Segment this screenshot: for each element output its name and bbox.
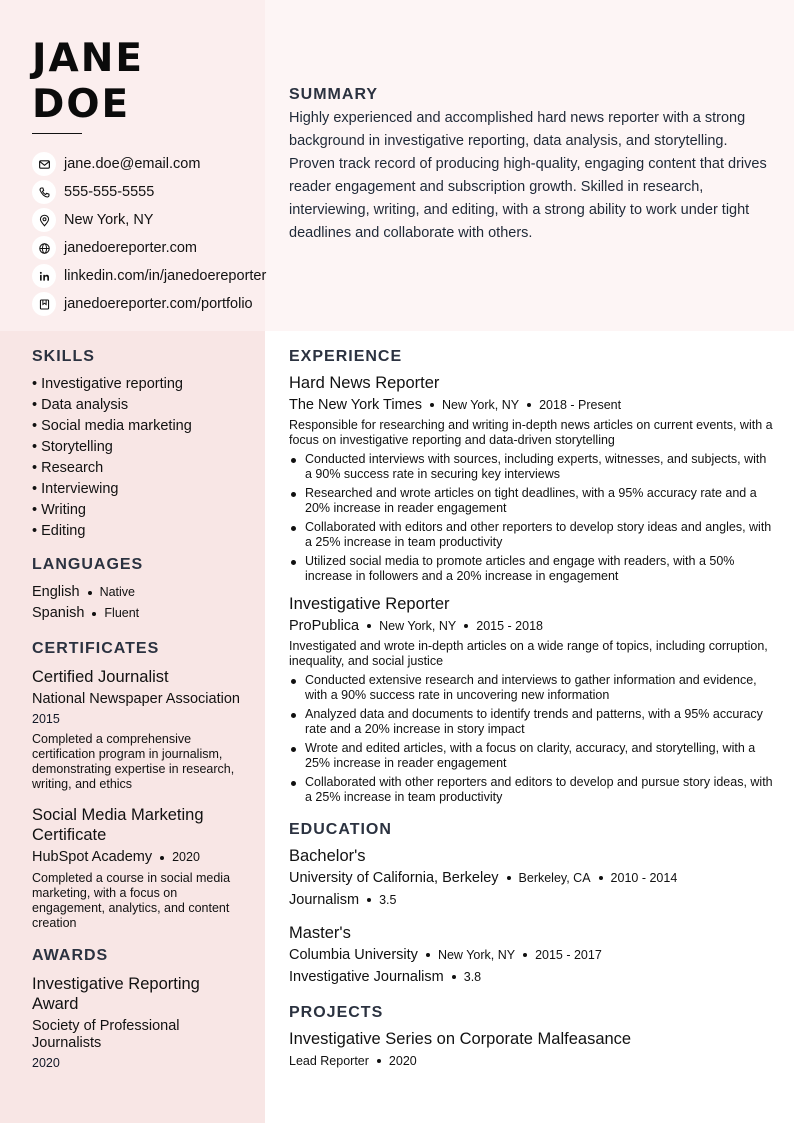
certificate-desc: Completed a comprehensive certification program in journalism, demonstrating expertise in research, writing, and ethics [32,732,235,791]
contact-portfolio[interactable] [32,290,266,318]
certificate-item [32,667,247,792]
job-bullet: Analyzed data and documents to identify trends and patterns, with a 95% accuracy rate and a 20% increase in story impact [289,707,774,737]
contact-list [32,150,266,318]
sidebar [32,348,247,1071]
language-item [32,603,247,624]
skill-item: • Writing [32,502,86,518]
award-name: Investigative Reporting Award [32,975,200,1013]
certificate-item [32,805,247,931]
job-description: Responsible for researching and writing in-depth news articles on current events, with a focus on investigative reporting and data-driven storytelling [289,418,773,447]
portfolio-icon [32,292,56,316]
summary-heading: SUMMARY [289,86,379,103]
education-item [289,845,774,911]
job-company: ProPublica [289,618,360,634]
language-level: Fluent [104,606,140,620]
linkedin-icon [32,264,56,288]
contact-email-text: jane.doe@email.com [64,156,201,172]
contact-website[interactable] [32,234,266,262]
award-issuer: Society of Professional Journalists [32,1018,180,1051]
certificate-year: 2015 [32,712,60,726]
school-location: New York, NY [437,948,516,962]
last-name: DOE [32,82,131,127]
languages-list [32,582,247,624]
field-of-study: Journalism [289,892,360,908]
job-dates: 2018 - Present [539,398,622,412]
separator-dot [92,612,96,616]
summary-section [289,86,774,245]
separator-dot [452,975,456,979]
contact-linkedin[interactable] [32,262,266,290]
mail-icon [32,152,56,176]
separator-dot [160,856,164,860]
job-meta [289,615,774,637]
separator-dot [377,1059,381,1063]
field-of-study: Investigative Journalism [289,969,444,985]
separator-dot [523,953,527,957]
education-heading: EDUCATION [289,821,392,838]
project-item [289,1028,774,1072]
main-content [289,348,774,1072]
job-bullet: Conducted interviews with sources, including experts, witnesses, and subjects, with a 90% success rate in securing key interviews [289,452,774,482]
job-bullets [289,673,774,805]
job-company: The New York Times [289,397,422,413]
separator-dot [88,591,92,595]
language-level: Native [99,585,135,599]
language-name: Spanish [32,605,85,621]
skill-item: • Interviewing [32,481,119,497]
job-title: Investigative Reporter [289,595,450,613]
job-item [289,593,774,805]
contact-portfolio-text: janedoereporter.com/portfolio [64,296,253,312]
phone-icon [32,180,56,204]
contact-email[interactable] [32,150,266,178]
awards-heading: AWARDS [32,947,109,964]
projects-heading: PROJECTS [289,1004,384,1021]
separator-dot [507,876,511,880]
project-meta [289,1050,774,1072]
job-bullet: Utilized social media to promote articles and engage with readers, with a 50% increase in followers and a 20% increase in engagement [289,554,774,584]
skills-list [32,374,247,542]
education-field-row [289,889,774,911]
separator-dot [527,403,531,407]
globe-icon [32,236,56,260]
contact-phone-text: 555-555-5555 [64,184,155,200]
job-bullet: Collaborated with other reporters and editors to develop and pursue story ideas, with a 25% increase in team productivity [289,775,774,805]
certificate-issuer: HubSpot Academy [32,849,153,865]
languages-heading: LANGUAGES [32,556,144,573]
job-dates: 2015 - 2018 [476,619,543,633]
skill-item: • Editing [32,523,86,539]
education-dates: 2015 - 2017 [535,948,602,962]
summary-text: Highly experienced and accomplished hard news reporter with a strong background in investigative reporting, data analysis, and storytelling. Proven track record of producing high-quality, engaging content that drives reader engagement and subscription growth. Skilled in research, interviewing, writing, and editing, with a strong ability to work under tight deadlines and collaborate with others. [289,110,767,241]
degree: Bachelor's [289,847,366,865]
certificate-name: Certified Journalist [32,668,169,686]
job-location: New York, NY [379,619,457,633]
skill-item: • Research [32,460,104,476]
project-year: 2020 [388,1054,417,1068]
job-title: Hard News Reporter [289,374,440,392]
separator-dot [426,953,430,957]
award-item [32,974,247,1071]
certificates-heading: CERTIFICATES [32,640,160,657]
skill-item: • Investigative reporting [32,376,183,392]
project-role: Lead Reporter [289,1054,369,1068]
job-location: New York, NY [441,398,520,412]
first-name: JANE [32,36,144,81]
contact-linkedin-text: linkedin.com/in/janedoereporter [64,268,267,284]
separator-dot [430,403,434,407]
contact-location [32,206,266,234]
contact-location-text: New York, NY [64,212,154,228]
education-dates: 2010 - 2014 [610,871,678,885]
education-field-row [289,966,774,988]
skill-item: • Storytelling [32,439,113,455]
gpa: 3.8 [463,970,482,984]
education-meta [289,944,774,966]
education-meta [289,867,774,889]
skills-heading: SKILLS [32,348,95,365]
job-description: Investigated and wrote in-depth articles on a wide range of topics, including corruption, inequality, and social justice [289,639,768,668]
job-bullets [289,452,774,584]
job-bullet: Researched and wrote articles on tight deadlines, with a 95% accuracy rate and a 20% increase in reader engagement [289,486,774,516]
gpa: 3.5 [379,893,397,907]
school: University of California, Berkeley [289,870,499,886]
job-bullet: Collaborated with editors and other reporters to develop story ideas and angles, with a 25% increase in team productivity [289,520,774,550]
name-divider [32,133,82,134]
certificate-name: Social Media Marketing Certificate [32,806,204,844]
skill-item: • Data analysis [32,397,129,413]
experience-heading: EXPERIENCE [289,348,403,365]
job-item [289,372,774,584]
education-item [289,922,774,988]
separator-dot [367,624,371,628]
certificate-meta [32,847,247,868]
degree: Master's [289,924,351,942]
location-pin-icon [32,208,56,232]
contact-website-text: janedoereporter.com [64,240,197,256]
separator-dot [464,624,468,628]
language-item [32,582,247,603]
job-meta [289,394,774,416]
school: Columbia University [289,947,418,963]
separator-dot [599,876,603,880]
skill-item: • Social media marketing [32,418,192,434]
certificate-desc: Completed a course in social media marketing, with a focus on engagement, analytics, and content creation [32,871,231,930]
job-bullet: Wrote and edited articles, with a focus on clarity, accuracy, and storytelling, with a 25% increase in reader engagement [289,741,774,771]
separator-dot [367,898,371,902]
award-year: 2020 [32,1056,60,1070]
candidate-name [32,36,144,128]
job-bullet: Conducted extensive research and interviews to gather information and evidence, with a 90% success rate in uncovering new information [289,673,774,703]
certificate-issuer: National Newspaper Association [32,691,240,707]
project-name: Investigative Series on Corporate Malfeasance [289,1030,632,1048]
language-name: English [32,584,80,600]
school-location: Berkeley, CA [518,871,591,885]
certificate-year: 2020 [172,850,200,864]
contact-phone[interactable] [32,178,266,206]
